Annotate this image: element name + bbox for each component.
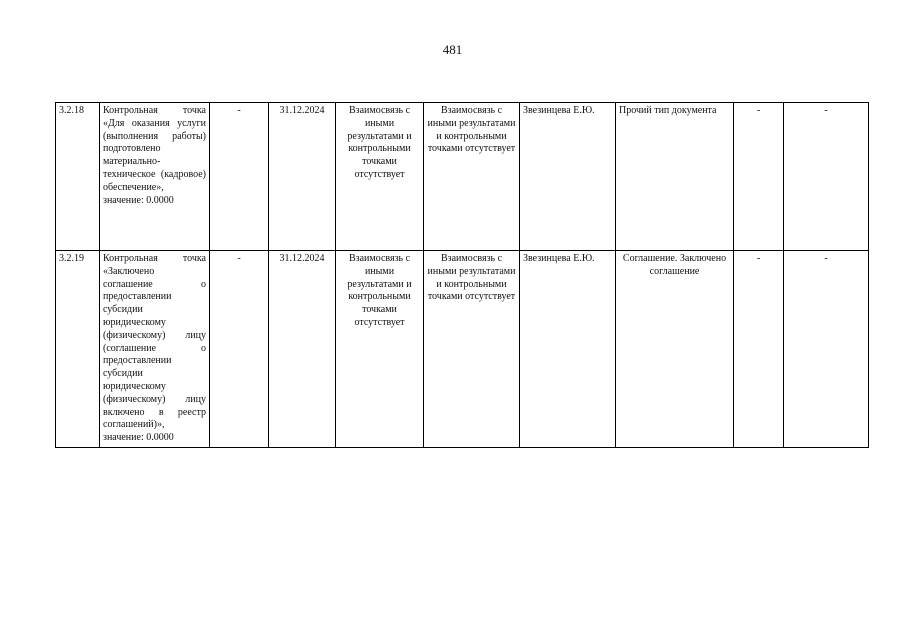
row-number: 3.2.19 [56, 251, 100, 448]
column-9-value: - [734, 251, 784, 448]
link-next: Взаимосвязь с иными результатами и контрольными точками отсутствует [424, 103, 520, 251]
table-row [56, 251, 869, 448]
control-points-table [55, 102, 869, 448]
end-date: 31.12.2024 [269, 251, 336, 448]
start-date: - [210, 251, 269, 448]
control-point-name: Контрольная точка «Заключено соглашение о предоставлении субсидии юридическому (физическому) лицу (соглашение о предоставлении субсидии юридическому (физическому) лицу включено в реестр соглашений)», значение: 0.0000 [100, 251, 210, 448]
end-date: 31.12.2024 [269, 103, 336, 251]
document-type: Прочий тип документа [616, 103, 734, 251]
link-next: Взаимосвязь с иными результатами и контрольными точками отсутствует [424, 251, 520, 448]
start-date: - [210, 103, 269, 251]
link-previous: Взаимосвязь с иными результатами и контрольными точками отсутствует [336, 251, 424, 448]
column-10-value: - [784, 103, 869, 251]
column-10-value: - [784, 251, 869, 448]
page-number: 481 [442, 42, 463, 57]
row-number: 3.2.18 [56, 103, 100, 251]
responsible-person: Звезинцева Е.Ю. [520, 103, 616, 251]
column-9-value: - [734, 103, 784, 251]
control-point-name: Контрольная точка «Для оказания услуги (выполнения работы) подготовлено материально-техническое (кадровое) обеспечение», значение: 0.0000 [100, 103, 210, 251]
table-row [56, 103, 869, 251]
document-type: Соглашение. Заключено соглашение [616, 251, 734, 448]
link-previous: Взаимосвязь с иными результатами и контрольными точками отсутствует [336, 103, 424, 251]
responsible-person: Звезинцева Е.Ю. [520, 251, 616, 448]
